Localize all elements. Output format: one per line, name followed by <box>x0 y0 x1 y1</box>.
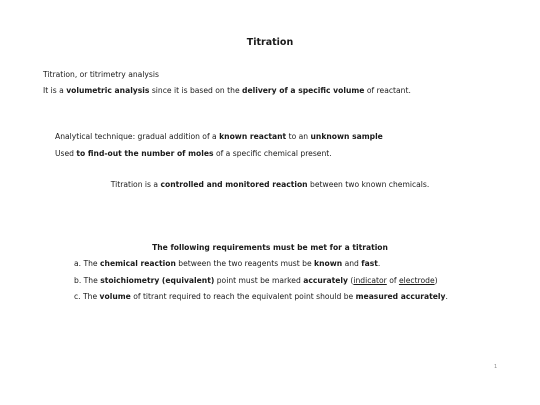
text-segment: point must be marked <box>214 276 304 285</box>
text-segment: of titrant required to reach the equivalent point should be <box>130 292 356 301</box>
requirement-b <box>74 276 438 286</box>
text-segment: Analytical technique: gradual addition of a <box>55 132 220 141</box>
text-segment: It is a <box>43 86 67 95</box>
bold-text-segment: known reactant <box>219 132 287 141</box>
page-number: 1 <box>494 364 498 370</box>
text-segment: c. The <box>74 292 100 301</box>
text-segment: . <box>445 292 448 301</box>
bold-text-segment: volume <box>99 292 131 301</box>
text-segment: ( <box>347 276 354 285</box>
requirements-heading: The following requirements must be met for a titration <box>152 243 388 252</box>
text-segment: of a specific chemical present. <box>213 149 332 158</box>
text-segment: between the two reagents must be <box>175 259 315 268</box>
text-segment: ) <box>434 276 438 285</box>
bold-text-segment: delivery of a specific volume <box>242 86 365 95</box>
text-segment: and <box>342 259 362 268</box>
bold-text-segment: to find-out the number of moles <box>76 149 214 158</box>
text-segment: since it is based on the <box>149 86 243 95</box>
technique-line-2 <box>55 149 332 159</box>
bold-text-segment: measured accurately <box>355 292 446 301</box>
underlined-text-segment: electrode <box>398 276 435 285</box>
bold-text-segment: controlled and monitored reaction <box>160 180 308 189</box>
bold-text-segment: fast <box>361 259 378 268</box>
text-segment: between two known chemicals. <box>307 180 430 189</box>
text-segment: . <box>377 259 381 268</box>
intro-line-2 <box>43 86 411 96</box>
text-segment: of <box>386 276 399 285</box>
text-segment: of reactant. <box>364 86 411 95</box>
bold-text-segment: chemical reaction <box>100 259 176 268</box>
bold-text-segment: stoichiometry (equivalent) <box>100 276 215 285</box>
text-segment: Used <box>55 149 77 158</box>
intro-line-1: Titration, or titrimetry analysis <box>43 70 159 79</box>
definition-line <box>0 180 540 190</box>
bold-text-segment: accurately <box>303 276 348 285</box>
requirement-c <box>74 292 448 302</box>
text-segment: Titration is a <box>110 180 161 189</box>
bold-text-segment: unknown sample <box>310 132 383 141</box>
text-segment: b. The <box>74 276 101 285</box>
slide-title: Titration <box>246 37 294 48</box>
text-segment: a. The <box>74 259 101 268</box>
underlined-text-segment: indicator <box>353 276 387 285</box>
bold-text-segment: known <box>314 259 343 268</box>
text-segment: to an <box>286 132 311 141</box>
requirement-a <box>74 259 380 269</box>
technique-line-1 <box>55 132 383 142</box>
bold-text-segment: volumetric analysis <box>66 86 150 95</box>
